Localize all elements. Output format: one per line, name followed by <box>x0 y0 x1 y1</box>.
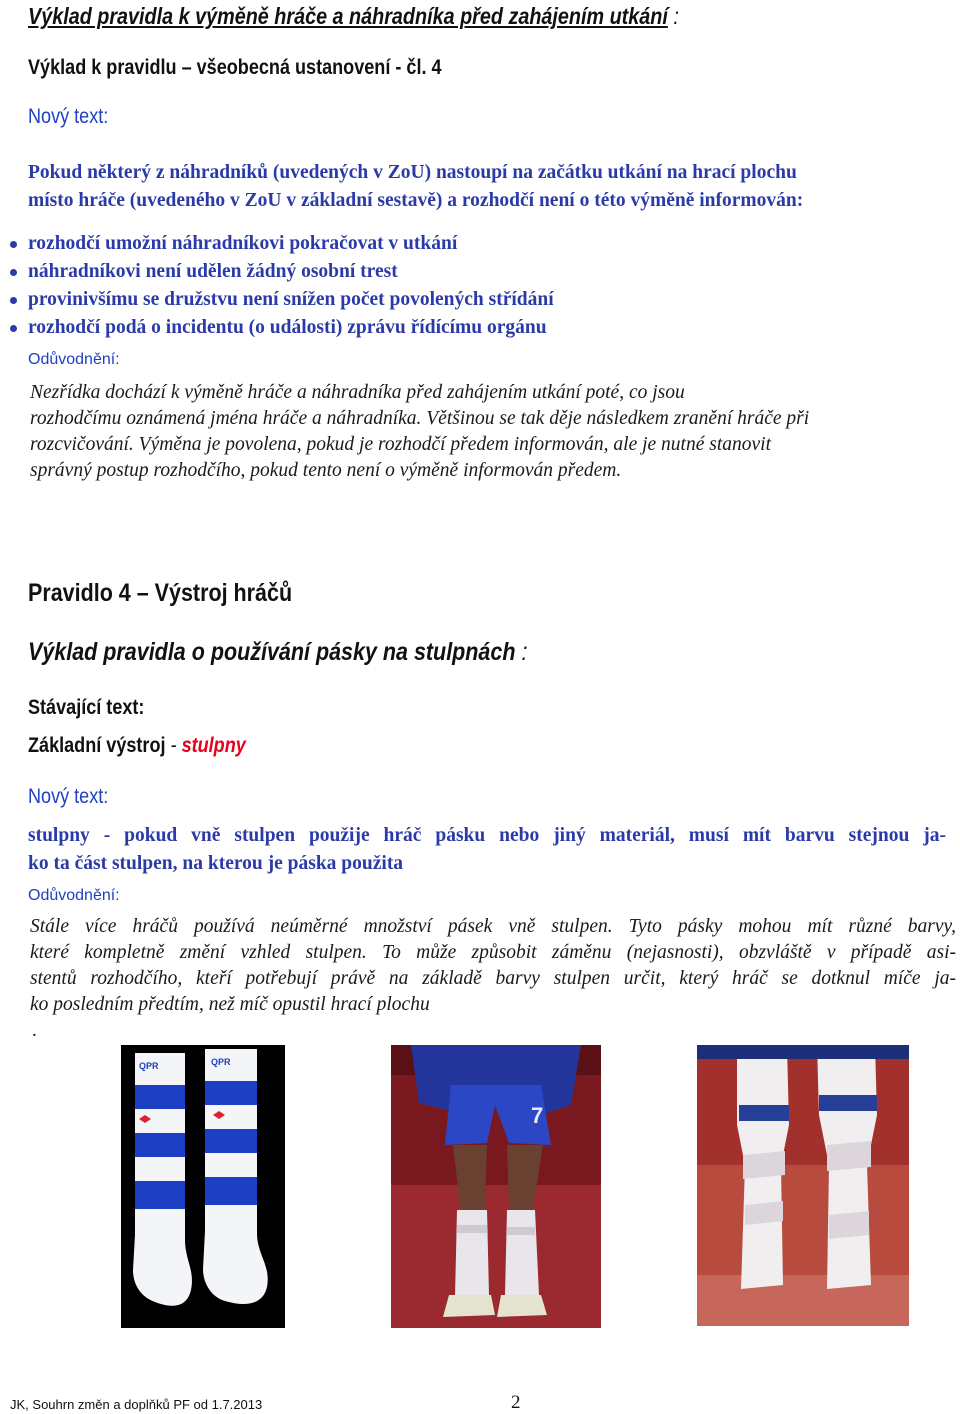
section2-reason-label: Odůvodnění: <box>28 887 120 904</box>
section1-heading: Výklad pravidla k výměně hráče a náhradníka před zahájením utkání : <box>28 3 679 29</box>
bullet-icon <box>10 241 17 248</box>
section1-reason-label: Odůvodnění: <box>28 351 120 368</box>
section1-new-text-label: Nový text: <box>28 105 109 128</box>
intro-line-1: Pokud některý z náhradníků (uvedených v ZoU) nastoupí na začátku utkání na hrací plochu <box>28 162 797 183</box>
section1-subheading: Výklad k pravidlu – všeobecná ustanovení - čl. 4 <box>28 56 442 79</box>
player-photo <box>391 1045 601 1328</box>
section1-reason: Nezřídka dochází k výměně hráče a náhradníka před zahájením utkání poté, co jsou rozhodčímu oznámená jména hráče a náhradníka. Většinou se tak děje následkem zranění hráče při rozcvičování. Výměna je povolena, pokud je rozhodčí předem informován, ale je nutné stanovit správný postup rozhodčího, pokud tento není o výměně informován předem. <box>30 382 810 481</box>
list-item: rozhodčí podá o incidentu (o události) zprávu řídícímu orgánu <box>10 314 547 342</box>
trailing-dot: . <box>32 1020 37 1041</box>
socks-photo <box>121 1045 285 1328</box>
sock-label-right: QPR <box>211 1057 231 1067</box>
taped-sock-photo <box>697 1045 909 1326</box>
bullet-icon <box>10 297 17 304</box>
section2-heading: Výklad pravidla o používání pásky na stulpnách : <box>28 638 528 666</box>
section1-intro <box>28 159 948 215</box>
list-item: náhradníkovi není udělen žádný osobní trest <box>10 258 398 286</box>
section2-new-text-label: Nový text: <box>28 785 109 808</box>
sock-label-left: QPR <box>139 1061 159 1071</box>
intro-line-2: místo hráče (uvedeného v ZoU v základní sestavě) a rozhodčí není o této výměně informován: <box>28 190 804 211</box>
list-item: provinivšímu se družstvu není snížen počet povolených střídání <box>10 286 554 314</box>
section2-reason: Stále více hráčů používá neúměrné množství pásek vně stulpen. Tyto pásky mohou mít různé barvy, které kompletně změní vzhled stulpen. To může způsobit záměnu (nejasnosti), obzvláště v případě asi- stentů rozhodčího, kteří potřebují právě na základě barvy stulpen určit, který hráč se dotknul míče ja- ko posledním předtím, než míč opustil hrací plochu <box>30 916 956 1015</box>
footer-left: JK, Souhrn změn a doplňků PF od 1.7.2013 <box>10 1397 263 1412</box>
rule-title: Pravidlo 4 – Výstroj hráčů <box>28 579 293 607</box>
page-number: 2 <box>511 1392 521 1413</box>
existing-text-label: Stávající text: <box>28 696 145 719</box>
bullet-icon <box>10 269 17 276</box>
list-item: rozhodčí umožní náhradníkovi pokračovat v utkání <box>10 230 457 258</box>
section2-new-text: stulpny - pokud vně stulpen použije hráč pásku nebo jiný materiál, musí mít barvu stejnou ja- ko ta část stulpen, na kterou je páska použita <box>28 825 946 874</box>
bullet-icon <box>10 325 17 332</box>
shirt-number: 7 <box>531 1103 544 1128</box>
basic-gear-line: Základní výstroj - stulpny <box>28 734 246 757</box>
